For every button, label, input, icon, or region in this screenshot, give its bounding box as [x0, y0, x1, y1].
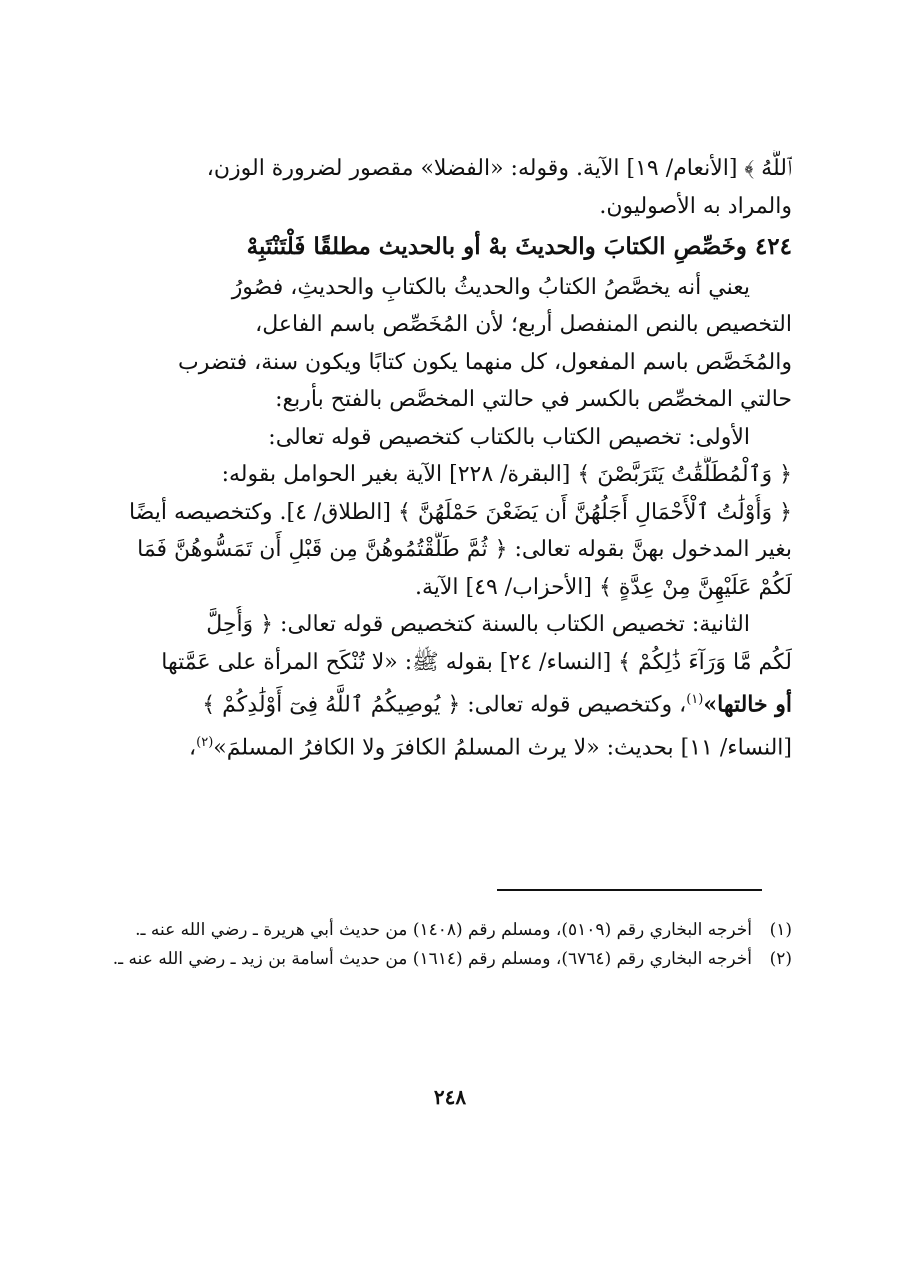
text-line: حالتي المخصِّص بالكسر في حالتي المخصَّص بالفتح بأربع:: [275, 387, 792, 412]
footnote-text: أخرجه البخاري رقم (٦٧٦٤)، ومسلم رقم (١٦١٤) من حديث أسامة بن زيد ـ رضي الله عنه ـ.: [112, 949, 752, 969]
hadith-fragment: [النساء/ ١١] بحديث: «لا يرث المسلمُ الكافرَ ولا الكافرُ المسلمَ»: [213, 735, 792, 761]
text-fragment: ، وكتخصيص قوله تعالى: ﴿ يُوصِيكُمُ ٱللَّهُ فِىٓ أَوْلَٰدِكُمْ ﴾: [202, 692, 687, 718]
section-first-case: الأولى: تخصيص الكتاب بالكتاب كتخصيص قوله تعالى:: [268, 424, 750, 450]
text-line: [112, 724, 792, 767]
text-line: التخصيص بالنص المنفصل أربع؛ لأن المُخَصِّص باسم الفاعل،: [255, 312, 792, 337]
footnote-2: [112, 945, 792, 974]
footnote-text: أخرجه البخاري رقم (٥١٠٩)، ومسلم رقم (١٤٠٨) من حديث أبي هريرة ـ رضي الله عنه ـ.: [135, 920, 752, 940]
main-text: [112, 150, 792, 767]
footnote-marker-2[interactable]: (٢): [196, 734, 214, 750]
footnote-marker-1[interactable]: (١): [686, 692, 704, 707]
page-number: ٢٤٨: [433, 1085, 467, 1109]
footnote-1: [112, 916, 792, 945]
text-line: والمُخَصَّص باسم المفعول، كل منهما يكون كتابًا ويكون سنة، فتضرب: [178, 349, 792, 375]
quran-quote-line: بغير المدخول بهنَّ بقوله تعالى: ﴿ ثُمَّ طَلَّقْتُمُوهُنَّ مِن قَبْلِ أَن تَمَسُّوهُنَّ فَمَا: [137, 537, 792, 562]
text-line: [112, 681, 792, 724]
poem-verse-heading: ٤٢٤ وخَصِّصِ الكتابَ والحديثَ بهْ أو بالحديث مطلقًا فَلْتَنْتَبِهْ: [246, 233, 792, 260]
quran-quote-line: ﴿ وَٱلْمُطَلَّقَٰتُ يَتَرَبَّصْنَ ﴾ [البقرة/ ٢٢٨] الآية بغير الحوامل بقوله:: [221, 462, 792, 487]
hadith-fragment: أو خالتها»: [703, 691, 792, 718]
footnote-number: (٢): [769, 949, 792, 969]
footnote-separator: [497, 889, 762, 891]
footnote-number: (١): [769, 920, 792, 940]
text-line: يعني أنه يخصَّصُ الكتابُ والحديثُ بالكتابِ والحديثِ، فصُورُ: [231, 274, 750, 300]
hadith-quote-line: لَكُم مَّا وَرَآءَ ذَٰلِكُمْ ﴾ [النساء/ ٢٤] بقوله ﷺ: «لا تُنْكَح المرأة على عَمَّتها: [161, 649, 792, 675]
text-line: ﭐللَّهُ ﴾ [الأنعام/ ١٩] الآية. وقوله: «الفضلا» مقصور لضرورة الوزن،: [206, 156, 792, 181]
quran-quote-line: ﴿ وَأُوْلَٰتُ ٱلْأَحْمَالِ أَجَلُهُنَّ أَن يَضَعْنَ حَمْلَهُنَّ ﴾ [الطلاق/ ٤]. وكتخصيصه أيضًا: [128, 499, 792, 525]
text-line: والمراد به الأصوليون.: [599, 193, 792, 219]
section-second-case: الثانية: تخصيص الكتاب بالسنة كتخصيص قوله تعالى: ﴿ وَأُحِلَّ: [206, 612, 750, 637]
footnotes: [112, 916, 792, 974]
text-fragment: ،: [189, 735, 197, 761]
quran-quote-line: لَكُمْ عَلَيْهِنَّ مِنْ عِدَّةٍ ﴾ [الأحزاب/ ٤٩] الآية.: [414, 574, 792, 600]
